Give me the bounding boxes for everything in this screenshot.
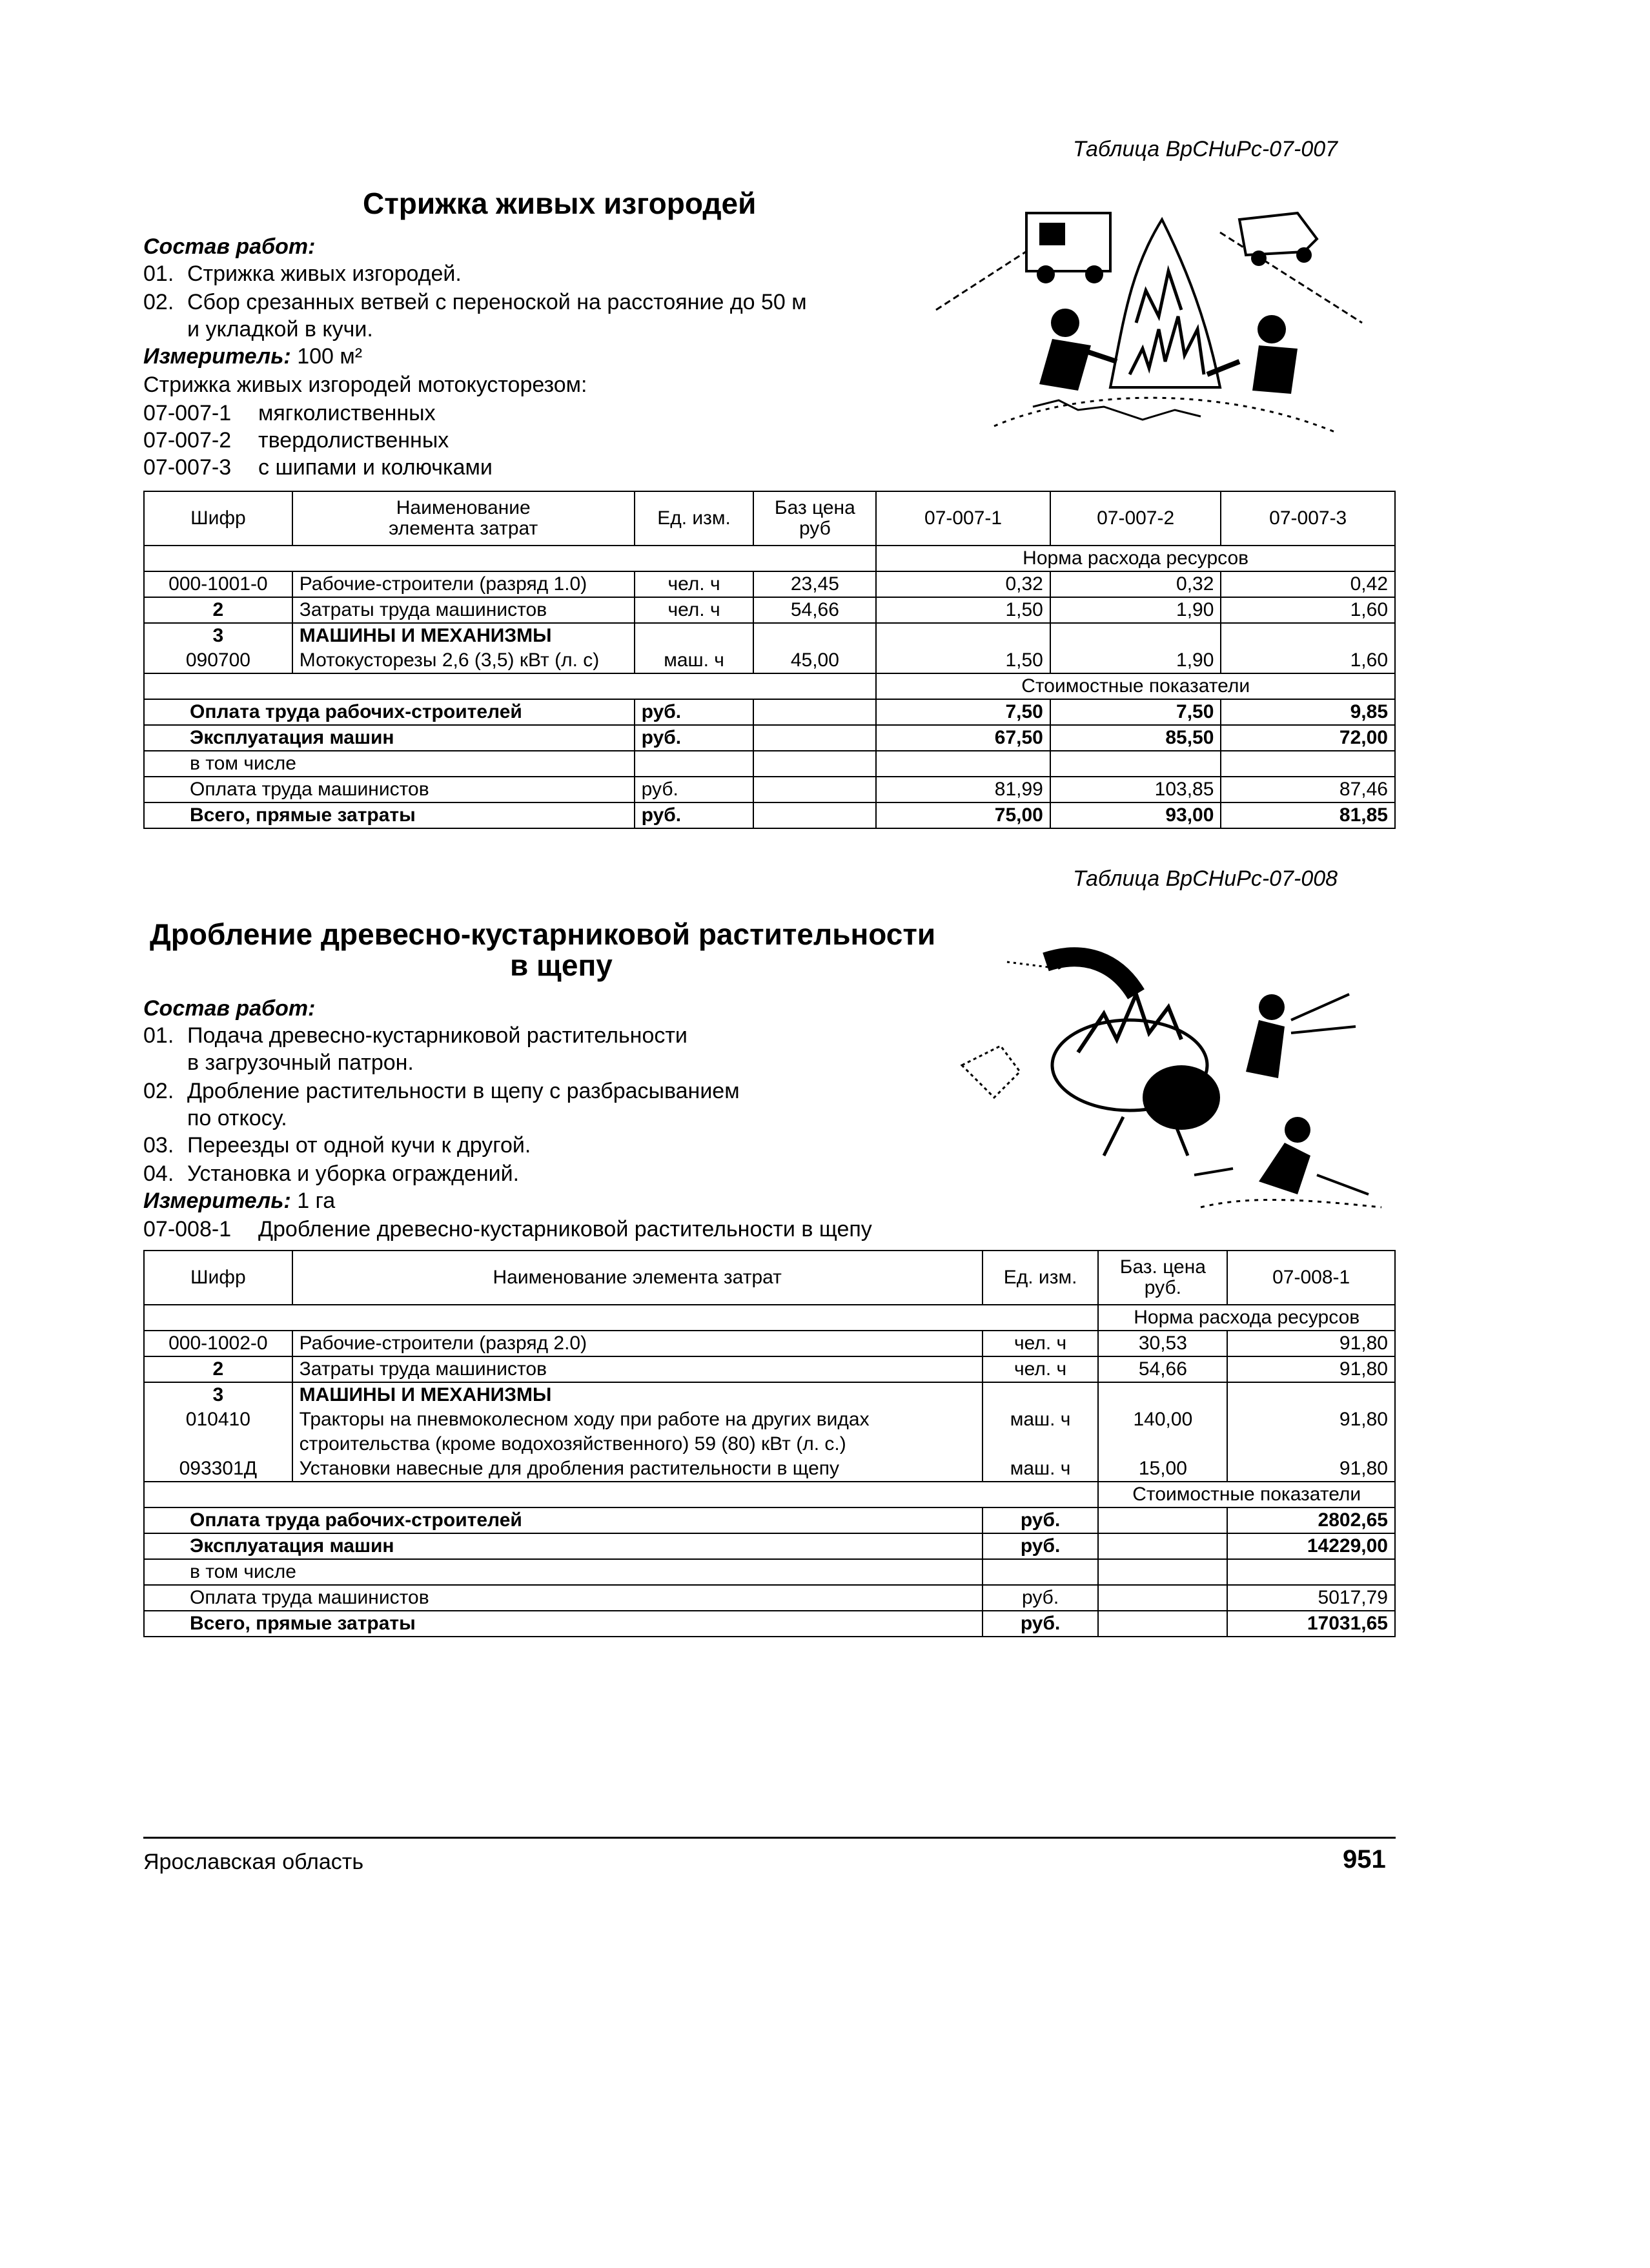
table-row: 000-1002-0 Рабочие-строители (разряд 2.0) чел. ч 30,53 91,80 xyxy=(144,1331,1395,1356)
intro-line: Стрижка живых изгородей мотокусторезом: xyxy=(143,373,587,397)
table-row: 010410 Тракторы на пневмоколесном ходу при работе на других видах маш. ч 140,00 91,80 xyxy=(144,1407,1395,1432)
header-col-3: 07-007-3 xyxy=(1221,491,1395,546)
table-row: Оплата труда машинистов руб. 81,99 103,85 87,46 xyxy=(144,777,1395,802)
table-row: Оплата труда машинистов руб. 5017,79 xyxy=(144,1585,1395,1611)
header-shifr: Шифр xyxy=(144,1251,292,1305)
norm-header: Норма расхода ресурсов xyxy=(1098,1305,1395,1331)
list-item: по откосу. xyxy=(187,1106,287,1130)
table-row: 3 МАШИНЫ И МЕХАНИЗМЫ xyxy=(144,623,1395,648)
variant-line: 07-007-1 мягколиственных xyxy=(143,401,436,425)
table-row: в том числе xyxy=(144,1559,1395,1585)
wood-chipper-illustration xyxy=(930,936,1394,1220)
table-row: Всего, прямые затраты руб. 75,00 93,00 81,85 xyxy=(144,802,1395,828)
section-title: Стрижка живых изгородей xyxy=(363,187,757,220)
resource-table-07-008 xyxy=(143,1250,1396,1637)
table-row: 093301Д Установки навесные для дробления растительности в щепу маш. ч 15,00 91,80 xyxy=(144,1456,1395,1482)
table-row: 000-1001-0 Рабочие-строители (разряд 1.0) чел. ч 23,45 0,32 0,32 0,42 xyxy=(144,571,1395,597)
list-item: и укладкой в кучи. xyxy=(187,317,373,342)
table-row: Оплата труда рабочих-строителей руб. 7,50 7,50 9,85 xyxy=(144,699,1395,725)
header-name: Наименование элемента затрат xyxy=(292,491,635,546)
list-item: 03. Переезды от одной кучи к другой. xyxy=(143,1133,531,1158)
table-row: в том числе xyxy=(144,751,1395,777)
table-row: 2 Затраты труда машинистов чел. ч 54,66 1,50 1,90 1,60 xyxy=(144,597,1395,623)
table-row: строительства (кроме водохозяйственного) 59 (80) кВт (л. с.) xyxy=(144,1432,1395,1456)
table-ref: Таблица ВрСНиРс-07-008 xyxy=(1073,866,1338,891)
variant-line: 07-008-1 Дробление древесно-кустарниковой растительности в щепу xyxy=(143,1217,872,1241)
table-row: 3 МАШИНЫ И МЕХАНИЗМЫ xyxy=(144,1382,1395,1407)
cost-header: Стоимостные показатели xyxy=(876,673,1395,699)
meter-line: Измеритель: 100 м² xyxy=(143,344,363,369)
table-row: Эксплуатация машин руб. 67,50 85,50 72,00 xyxy=(144,725,1395,751)
variant-line: 07-007-2 твердолиственных xyxy=(143,428,449,453)
list-item: 04. Установка и уборка ограждений. xyxy=(143,1161,520,1186)
norm-header: Норма расхода ресурсов xyxy=(876,546,1395,571)
table-row: Всего, прямые затраты руб. 17031,65 xyxy=(144,1611,1395,1637)
work-label: Состав работ: xyxy=(143,234,316,259)
list-item: 01. Стрижка живых изгородей. xyxy=(143,261,462,286)
list-item: в загрузочный патрон. xyxy=(187,1050,414,1075)
table-row: 2 Затраты труда машинистов чел. ч 54,66 91,80 xyxy=(144,1356,1395,1382)
header-price: Баз цена руб xyxy=(753,491,876,546)
cost-header: Стоимостные показатели xyxy=(1098,1482,1395,1507)
list-item: 02. Сбор срезанных ветвей с переноской на расстояние до 50 м xyxy=(143,290,807,314)
footer-divider xyxy=(143,1837,1396,1839)
list-item: 02. Дробление растительности в щепу с разбрасыванием xyxy=(143,1079,740,1103)
list-item: 01. Подача древесно-кустарниковой растительности xyxy=(143,1023,688,1048)
table-ref: Таблица ВрСНиРс-07-007 xyxy=(1073,137,1338,161)
hedge-trimming-illustration xyxy=(917,194,1381,465)
page-number: 951 xyxy=(1343,1845,1386,1874)
header-price: Баз. цена руб. xyxy=(1098,1251,1227,1305)
section-title: Дробление древесно-кустарниковой растительности xyxy=(150,917,936,951)
work-label: Состав работ: xyxy=(143,996,316,1021)
section-title-line2: в щепу xyxy=(510,948,613,982)
header-col-2: 07-007-2 xyxy=(1050,491,1221,546)
table-row: Эксплуатация машин руб. 14229,00 xyxy=(144,1533,1395,1559)
header-shifr: Шифр xyxy=(144,491,292,546)
header-unit: Ед. изм. xyxy=(983,1251,1099,1305)
table-row: Оплата труда рабочих-строителей руб. 2802,65 xyxy=(144,1507,1395,1533)
header-col-1: 07-007-1 xyxy=(876,491,1050,546)
header-name: Наименование элемента затрат xyxy=(292,1251,983,1305)
footer-region: Ярославская область xyxy=(143,1850,364,1874)
header-unit: Ед. изм. xyxy=(635,491,754,546)
table-row: 090700 Мотокусторезы 2,6 (3,5) кВт (л. с) маш. ч 45,00 1,50 1,90 1,60 xyxy=(144,648,1395,673)
resource-table-07-007 xyxy=(143,491,1396,829)
meter-line: Измеритель: 1 га xyxy=(143,1189,336,1213)
header-col-1: 07-008-1 xyxy=(1227,1251,1395,1305)
variant-line: 07-007-3 с шипами и колючками xyxy=(143,455,493,480)
